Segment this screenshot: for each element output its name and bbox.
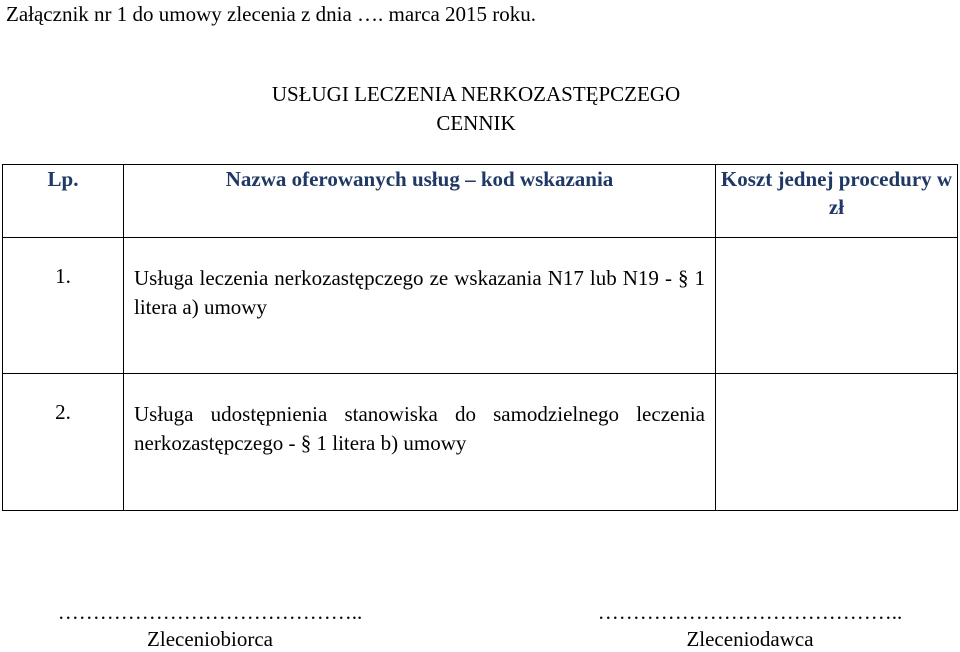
signature-block-contractor bbox=[20, 600, 400, 652]
cost-cell[interactable] bbox=[716, 374, 958, 511]
column-header-lp: Lp. bbox=[3, 165, 124, 238]
row-number: 2. bbox=[3, 374, 124, 511]
column-header-cost: Koszt jednej procedury w zł bbox=[716, 165, 958, 238]
table-row bbox=[3, 238, 958, 374]
price-table bbox=[2, 164, 958, 511]
signature-block-principal bbox=[560, 600, 940, 652]
column-header-service-name: Nazwa oferowanych usług – kod wskazania bbox=[124, 165, 716, 238]
cost-cell[interactable] bbox=[716, 238, 958, 374]
row-number: 1. bbox=[3, 238, 124, 374]
document-title: USŁUGI LECZENIA NERKOZASTĘPCZEGO bbox=[271, 82, 681, 106]
service-name-cell: Usługa udostępnienia stanowiska do samodzielnego leczenia nerkozastępczego - § 1 litera b) umowy bbox=[124, 374, 716, 511]
attachment-header: Załącznik nr 1 do umowy zlecenia z dnia …. marca 2015 roku. bbox=[6, 2, 537, 26]
signature-label-contractor: Zleceniobiorca bbox=[147, 627, 273, 651]
document-subtitle: CENNIK bbox=[436, 111, 516, 135]
signature-label-principal: Zleceniodawca bbox=[686, 627, 814, 651]
signature-line: …………………………………….. bbox=[597, 600, 903, 624]
service-name-cell: Usługa leczenia nerkozastępczego ze wskazania N17 lub N19 - § 1 litera a) umowy bbox=[124, 238, 716, 374]
table-row bbox=[3, 374, 958, 511]
table-header-row bbox=[3, 165, 958, 238]
signature-line: …………………………………….. bbox=[57, 600, 363, 624]
